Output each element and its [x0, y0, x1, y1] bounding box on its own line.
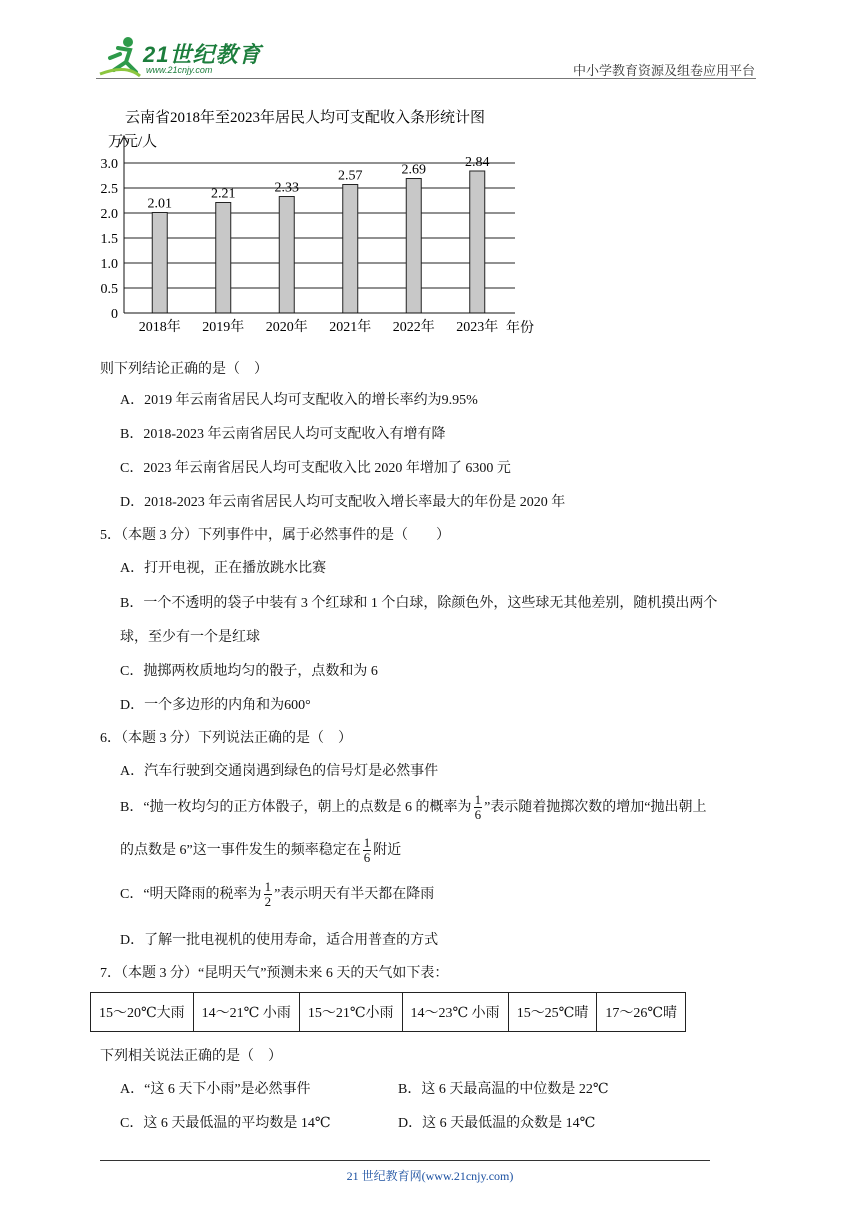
q4-option-a: A．2019 年云南省居民人均可支配收入的增长率约为9.95%	[120, 393, 478, 408]
bar	[279, 197, 294, 314]
q5-option-a: A．打开电视，正在播放跳水比赛	[120, 561, 327, 576]
q7-stem: 7．（本题 3 分）“昆明天气”预测未来 6 天的天气如下表：	[100, 966, 449, 981]
header-platform-text: 中小学教育资源及组卷应用平台	[572, 63, 755, 78]
bar-value-label: 2.57	[338, 168, 363, 184]
q6-stem: 6．（本题 3 分）下列说法正确的是（ ）	[100, 731, 352, 746]
q6-option-b-line2	[120, 836, 401, 866]
logo-text: 21世纪教育	[143, 42, 262, 67]
footer-divider	[100, 1160, 710, 1161]
bar-value-label: 2.01	[147, 196, 172, 212]
q5-option-b-line2: 球，至少有一个是红球	[120, 630, 260, 645]
y-tick-label: 3.0	[100, 157, 118, 172]
weather-cell: 17～26℃晴	[597, 993, 686, 1032]
y-tick-label: 0	[111, 307, 118, 322]
weather-cell: 15～20℃大雨	[91, 993, 194, 1032]
q7-option-d: D．这 6 天最低温的众数是 14℃	[398, 1116, 596, 1131]
q7-stem-2: 下列相关说法正确的是（ ）	[100, 1049, 282, 1064]
q5-option-d: D．一个多边形的内角和为600°	[120, 698, 311, 713]
weather-cell: 14～23℃ 小雨	[402, 993, 508, 1032]
footer-text: 21 世纪教育网(www.21cnjy.com)	[346, 1169, 514, 1183]
bar	[216, 203, 231, 314]
bar-value-label: 2.84	[465, 155, 490, 170]
q4-option-c: C．2023 年云南省居民人均可支配收入比 2020 年增加了 6300 元	[120, 461, 511, 476]
q6-option-b-line1	[120, 793, 707, 823]
fraction-one-sixth-2: $\frac{1}{6}$	[363, 835, 371, 866]
y-tick-label: 1.5	[100, 232, 118, 247]
bar	[152, 213, 167, 314]
q7-option-b: B．这 6 天最高温的中位数是 22℃	[398, 1082, 609, 1097]
x-tick-label: 2022年	[392, 320, 435, 335]
q7-option-a: A．“这 6 天下小雨”是必然事件	[120, 1082, 311, 1097]
income-bar-chart	[90, 100, 550, 340]
q6-c-text-post: ”表示明天有半天都在降雨	[274, 887, 435, 902]
fraction-one-sixth: $\frac{1}{6}$	[474, 792, 482, 823]
q6-b-text-post: ”表示随着抛掷次数的增加“抛出朝上	[484, 800, 707, 815]
fraction-one-half: $\frac{1}{2}$	[264, 879, 272, 910]
q6-option-d: D．了解一批电视机的使用寿命，适合用普查的方式	[120, 933, 439, 948]
bar-value-label: 2.69	[401, 162, 426, 178]
y-tick-label: 2.5	[100, 182, 118, 197]
q4-stem: 则下列结论正确的是（ ）	[100, 362, 268, 377]
x-tick-label: 2021年	[329, 320, 372, 335]
x-tick-label: 2020年	[265, 320, 308, 335]
bar	[470, 171, 485, 313]
bar	[406, 179, 421, 314]
q6-b2-text-post: 附近	[373, 843, 402, 858]
q6-b-text-pre: B．“抛一枚均匀的正方体骰子，朝上的点数是 6 的概率为	[120, 800, 472, 815]
q5-option-b-line1: B．一个不透明的袋子中装有 3 个红球和 1 个白球，除颜色外，这些球无其他差别，随机摸出两个	[120, 596, 718, 611]
q6-option-a: A．汽车行驶到交通岗遇到绿色的信号灯是必然事件	[120, 764, 439, 779]
bar-value-label: 2.33	[274, 180, 299, 196]
logo-url: www.21cnjy.com	[146, 65, 213, 75]
weather-cell: 15～21℃小雨	[299, 993, 402, 1032]
q6-c-text-pre: C．“明天降雨的税率为	[120, 887, 262, 902]
q4-option-d: D．2018-2023 年云南省居民人均可支配收入增长率最大的年份是 2020 年	[120, 495, 566, 510]
header-divider	[96, 78, 756, 79]
y-tick-label: 0.5	[100, 282, 118, 297]
q7-option-c: C．这 6 天最低温的平均数是 14℃	[120, 1116, 331, 1131]
chart-xlabel: 年份	[506, 321, 534, 336]
q5-option-c: C．抛掷两枚质地均匀的骰子，点数和为 6	[120, 664, 378, 679]
chart-title: 云南省2018年至2023年居民人均可支配收入条形统计图	[125, 110, 486, 126]
q6-b2-text-pre: 的点数是 6”这一事件发生的频率稳定在	[120, 843, 361, 858]
weather-cell: 15～25℃晴	[508, 993, 597, 1032]
y-tick-label: 2.0	[100, 207, 118, 222]
x-tick-label: 2019年	[202, 320, 245, 335]
weather-row	[91, 993, 686, 1032]
q5-stem: 5．（本题 3 分）下列事件中，属于必然事件的是（ ）	[100, 528, 450, 543]
x-tick-label: 2023年	[456, 320, 499, 335]
q4-option-b: B．2018-2023 年云南省居民人均可支配收入有增有降	[120, 427, 446, 442]
x-tick-label: 2018年	[138, 320, 181, 335]
q6-option-c	[120, 880, 434, 910]
weather-cell: 14～21℃ 小雨	[193, 993, 299, 1032]
bar	[343, 185, 358, 314]
weather-table	[90, 992, 686, 1032]
y-tick-label: 1.0	[100, 257, 118, 272]
chart-ylabel: 万元/人	[108, 134, 158, 150]
bar-value-label: 2.21	[211, 186, 236, 202]
